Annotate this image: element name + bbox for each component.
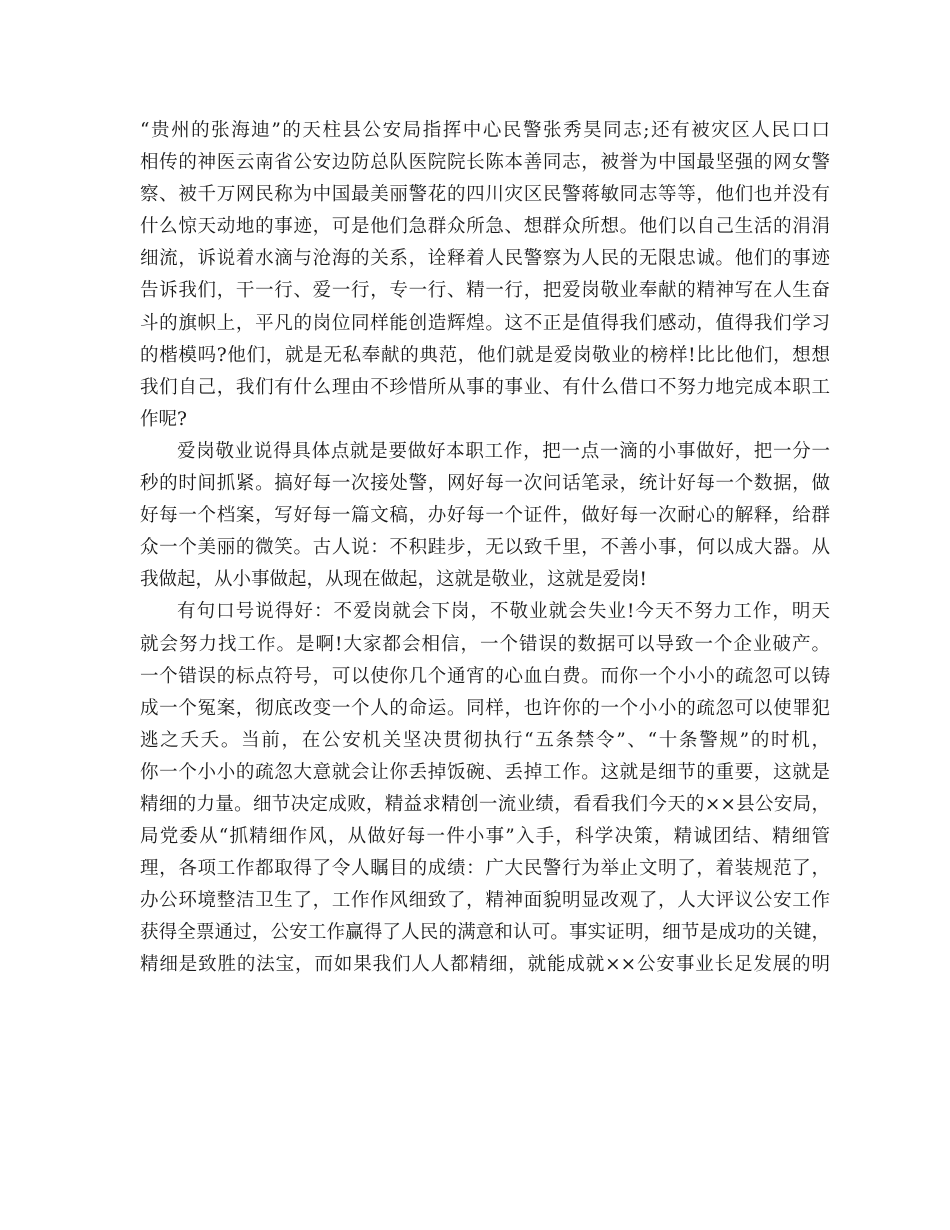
text-line: 办公环境整洁卫生了，工作作风细致了，精神面貌明显改观了，人大评议公安工作 <box>140 890 830 912</box>
text-line: 作呢? <box>140 408 187 430</box>
text-line: 局党委从“抓精细作风，从做好每一件小事”入手，科学决策，精诚团结、精细管 <box>140 826 830 848</box>
text-line: “贵州的张海迪”的天柱县公安局指挥中心民警张秀昊同志;还有被灾区人民口口 <box>140 120 830 141</box>
text-line: 成一个冤案，彻底改变一个人的命运。同样，也许你的一个小小的疏忽可以使罪犯 <box>140 697 830 719</box>
text-line: 斗的旗帜上，平凡的岗位同样能创造辉煌。这不正是值得我们感动，值得我们学习 <box>140 312 830 334</box>
text-line: 你一个小小的疏忽大意就会让你丢掉饭碗、丢掉工作。这就是细节的重要，这就是 <box>140 761 830 783</box>
text-line: 一个错误的标点符号，可以使你几个通宵的心血白费。而你一个小小的疏忽可以铸 <box>140 665 830 687</box>
text-line: 好每一个档案，写好每一篇文稿，办好每一个证件，做好每一次耐心的解释，给群 <box>140 505 830 527</box>
text-line: 就会努力找工作。是啊!大家都会相信，一个错误的数据可以导致一个企业破产。 <box>140 633 830 655</box>
paragraph-2 <box>140 436 830 596</box>
text-line: 获得全票通过，公安工作赢得了人民的满意和认可。事实证明，细节是成功的关键， <box>140 922 830 944</box>
text-line: 精细的力量。细节决定成败，精益求精创一流业绩，看看我们今天的××县公安局， <box>140 793 830 815</box>
text-line: 逃之夭夭。当前，在公安机关坚决贯彻执行“五条禁令”、“十条警规”的时机， <box>140 729 830 751</box>
text-line: 理，各项工作都取得了令人瞩目的成绩：广大民警行为举止文明了，着装规范了， <box>140 858 830 880</box>
text-line: 细流，诉说着水滴与沧海的关系，诠释着人民警察为人民的无限忠诚。他们的事迹 <box>140 248 830 270</box>
text-line: 什么惊天动地的事迹，可是他们急群众所急、想群众所想。他们以自己生活的涓涓 <box>140 216 830 238</box>
text-line: 的楷模吗?他们，就是无私奉献的典范，他们就是爱岗敬业的榜样!比比他们，想想 <box>140 344 830 366</box>
text-line: 秒的时间抓紧。搞好每一次接处警，网好每一次问话笔录，统计好每一个数据，做 <box>140 473 830 495</box>
paragraph-1 <box>140 115 830 436</box>
paragraph-3 <box>140 596 830 981</box>
text-line: 爱岗敬业说得具体点就是要做好本职工作，把一点一滴的小事做好，把一分一 <box>177 440 830 462</box>
text-line: 众一个美丽的微笑。古人说：不积跬步，无以致千里，不善小事，何以成大器。从 <box>140 537 830 559</box>
text-line: 告诉我们，干一行、爱一行，专一行、精一行，把爱岗敬业奉献的精神写在人生奋 <box>140 280 830 302</box>
text-line: 精细是致胜的法宝，而如果我们人人都精细，就能成就××公安事业长足发展的明 <box>140 954 830 976</box>
text-line: 我做起，从小事做起，从现在做起，这就是敬业，这就是爱岗! <box>140 569 647 591</box>
document-body <box>140 115 830 982</box>
text-line: 察、被千万网民称为中国最美丽警花的四川灾区民警蒋敏同志等等，他们也并没有 <box>140 184 830 206</box>
text-line: 有句口号说得好：不爱岗就会下岗，不敬业就会失业!今天不努力工作，明天 <box>177 601 830 623</box>
text-line: 我们自己，我们有什么理由不珍惜所从事的事业、有什么借口不努力地完成本职工 <box>140 376 830 398</box>
text-line: 相传的神医云南省公安边防总队医院院长陈本善同志，被誉为中国最坚强的网女警 <box>140 152 830 174</box>
